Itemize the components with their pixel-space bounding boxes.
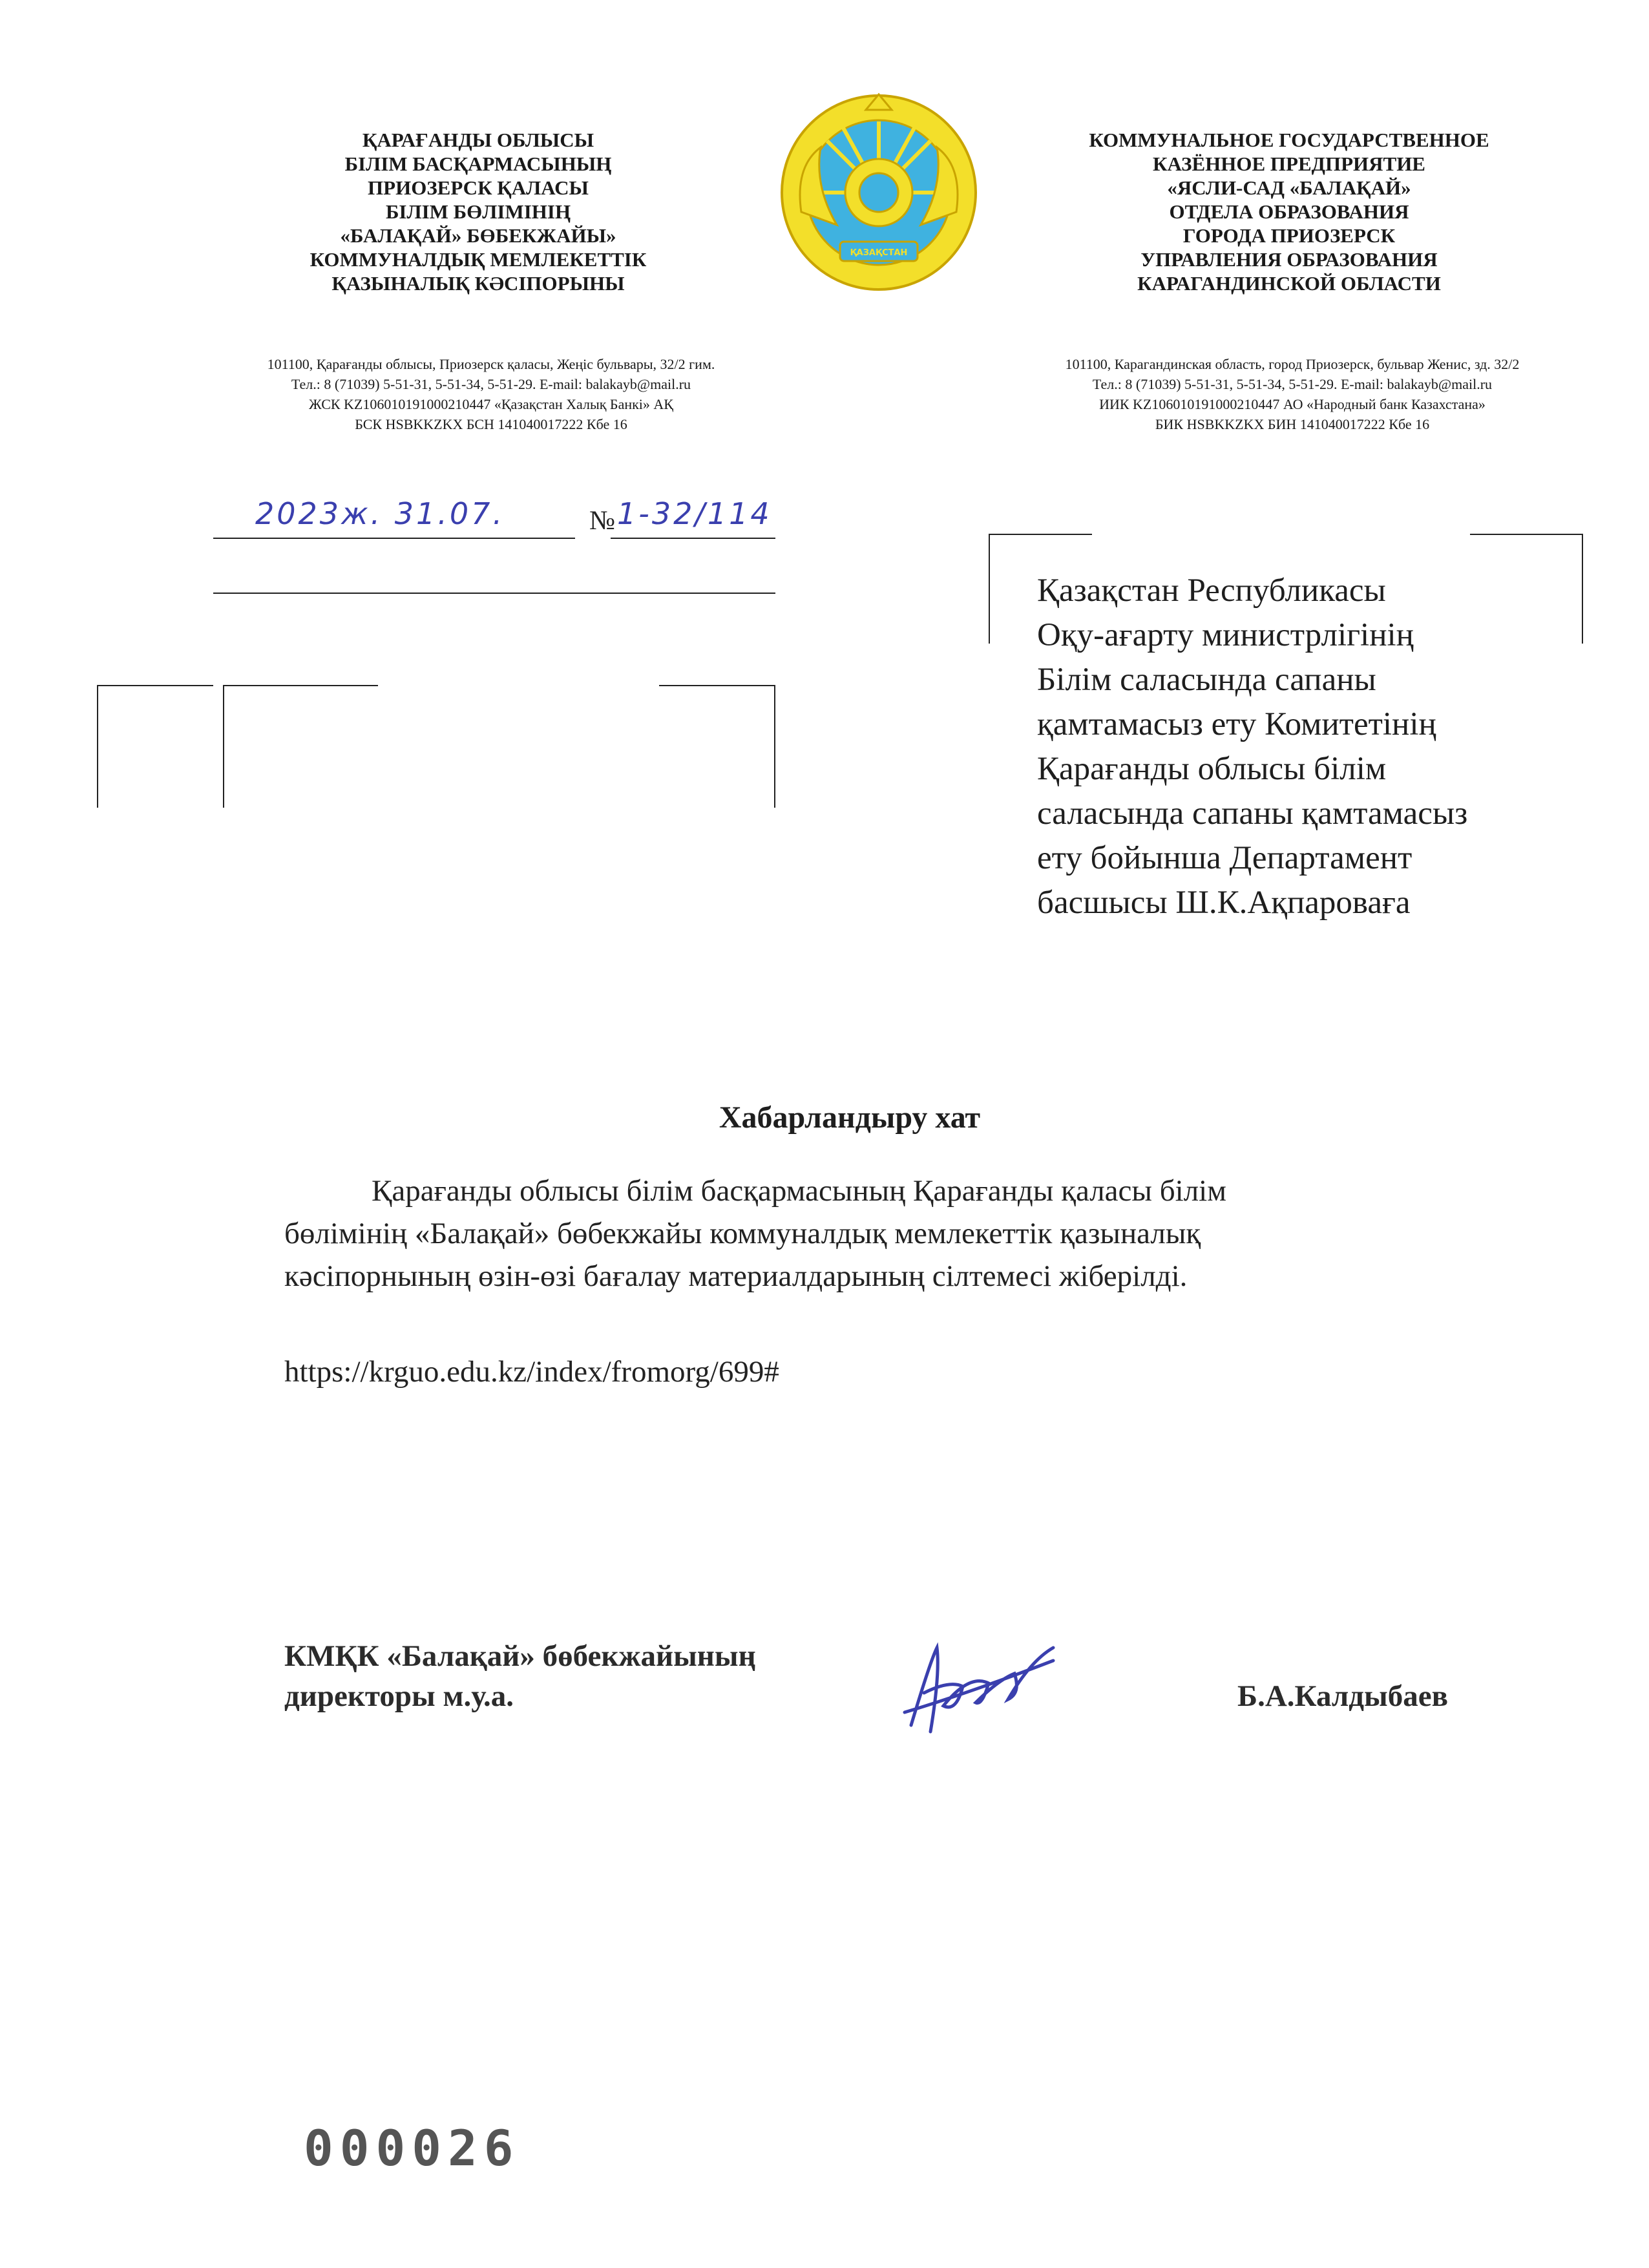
header-left-org-name <box>181 128 775 295</box>
signatory-name: Б.А.Калдыбаев <box>1237 1679 1448 1713</box>
header-left-address <box>181 354 801 434</box>
bracket-line <box>223 685 224 808</box>
header-right-org-name <box>992 128 1586 295</box>
addressee-line: Оқу-ағарту министрлігінің <box>1037 617 1414 653</box>
letter-body <box>284 1170 1512 1297</box>
letter-link[interactable]: https://krguo.edu.kz/index/fromorg/699# <box>284 1355 779 1389</box>
state-emblem <box>775 89 982 296</box>
body-line: бөлімінің «Балақай» бөбекжайы коммуналдық мемлекеттік қазыналық <box>284 1217 1201 1250</box>
serial-number: 000026 <box>304 2119 520 2177</box>
header-left-line: БІЛІМ БӨЛІМІНІҢ <box>385 200 571 223</box>
header-right-line: УПРАВЛЕНИЯ ОБРАЗОВАНИЯ <box>1140 248 1438 271</box>
address-line: Тел.: 8 (71039) 5-51-31, 5-51-34, 5-51-29. E-mail: balakayb@mail.ru <box>1092 376 1493 392</box>
registration-number: 1-32/114 <box>617 496 772 531</box>
header-left-line: ПРИОЗЕРСК ҚАЛАСЫ <box>368 176 589 199</box>
addressee-block <box>1037 569 1586 925</box>
body-line: кәсіпорнының өзін-өзі бағалау материалдарының сілтемесі жіберілді. <box>284 1259 1188 1293</box>
addressee-line: саласында сапаны қамтамасыз <box>1037 795 1468 832</box>
address-line: ИИК KZ106010191000210447 АО «Народный банк Казахстана» <box>1099 396 1486 412</box>
signatory-position <box>284 1636 756 1716</box>
bracket-line <box>223 685 378 686</box>
addressee-line: Білім саласында сапаны <box>1037 662 1376 698</box>
address-line: ЖСК KZ106010191000210447 «Қазақстан Халық Банкі» АҚ <box>309 396 673 412</box>
bracket-line <box>989 534 1092 535</box>
emblem-ribbon-text: ҚАЗАҚСТАН <box>850 248 908 258</box>
bracket-line <box>97 685 98 808</box>
letter-title: Хабарландыру хат <box>719 1100 981 1135</box>
addressee-line: Қарағанды облысы білім <box>1037 751 1387 787</box>
registration-number-sign: № <box>589 506 616 536</box>
address-line: БСК HSBKKZKX БСН 141040017222 Кбе 16 <box>355 416 627 432</box>
header-right-line: ОТДЕЛА ОБРАЗОВАНИЯ <box>1169 200 1409 223</box>
handwritten-signature <box>892 1635 1066 1745</box>
body-line: Қарағанды облысы білім басқармасының Қарағанды қаласы білім <box>372 1174 1226 1208</box>
address-line: 101100, Қарағанды облысы, Приозерск қаласы, Жеңіс бульвары, 32/2 гим. <box>267 356 715 372</box>
address-line: 101100, Карагандинская область, город Приозерск, бульвар Женис, зд. 32/2 <box>1065 356 1520 372</box>
header-right-line: КАРАГАНДИНСКОЙ ОБЛАСТИ <box>1137 272 1441 295</box>
registration-number-line <box>611 538 775 539</box>
header-left-line: КОММУНАЛДЫҚ МЕМЛЕКЕТТІК <box>310 248 647 271</box>
header-right-line: ГОРОДА ПРИОЗЕРСК <box>1182 224 1396 247</box>
address-line: Тел.: 8 (71039) 5-51-31, 5-51-34, 5-51-29. E-mail: balakayb@mail.ru <box>291 376 691 392</box>
header-right-line: «ЯСЛИ-САД «БАЛАҚАЙ» <box>1167 176 1411 199</box>
addressee-line: басшысы Ш.К.Ақпароваға <box>1037 885 1411 921</box>
bracket-line <box>989 534 990 644</box>
registration-second-line <box>213 593 775 594</box>
bracket-line <box>659 685 775 686</box>
signatory-position-line: директоры м.у.а. <box>284 1679 514 1713</box>
address-line: БИК HSBKKZKX БИН 141040017222 Кбе 16 <box>1155 416 1430 432</box>
header-right-line: КАЗЁННОЕ ПРЕДПРИЯТИЕ <box>1153 152 1425 175</box>
header-left-line: БІЛІМ БАСҚАРМАСЫНЫҢ <box>344 152 612 175</box>
header-left-line: «БАЛАҚАЙ» БӨБЕКЖАЙЫ» <box>340 224 616 247</box>
bracket-line <box>1470 534 1583 535</box>
addressee-line: ету бойынша Департамент <box>1037 840 1413 876</box>
header-left-line: ҚАЗЫНАЛЫҚ КӘСІПОРЫНЫ <box>331 272 625 295</box>
header-right-address <box>982 354 1602 434</box>
header-left-line: ҚАРАҒАНДЫ ОБЛЫСЫ <box>362 129 594 151</box>
registration-date-line <box>213 538 575 539</box>
addressee-line: қамтамасыз ету Комитетінің <box>1037 706 1436 742</box>
bracket-line <box>774 685 775 808</box>
bracket-line <box>97 685 213 686</box>
signatory-position-line: КМҚК «Балақай» бөбекжайының <box>284 1639 756 1673</box>
header-right-line: КОММУНАЛЬНОЕ ГОСУДАРСТВЕННОЕ <box>1089 129 1489 151</box>
state-emblem-graphic <box>775 89 982 296</box>
addressee-line: Қазақстан Республикасы <box>1037 572 1386 609</box>
registration-date: 2023ж. 31.07. <box>255 496 505 531</box>
